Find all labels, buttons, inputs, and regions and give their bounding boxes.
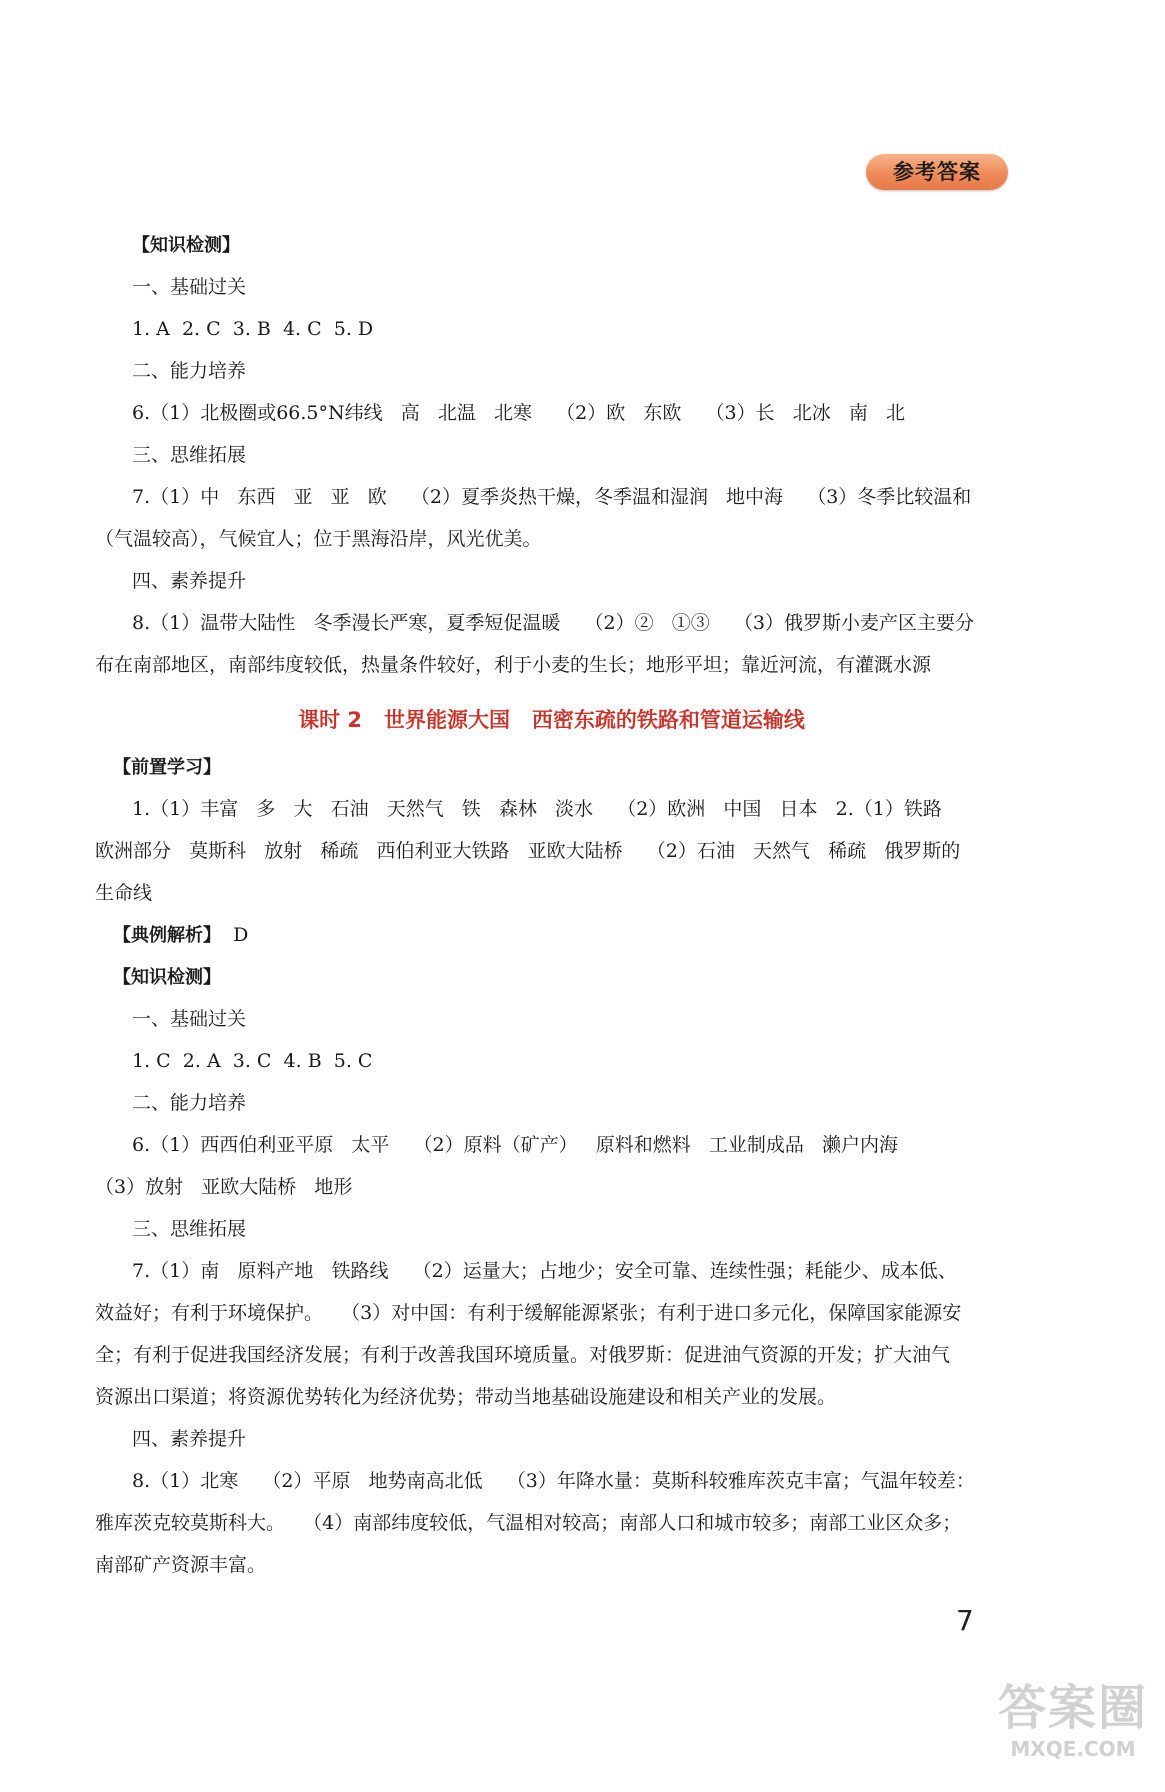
reference-answers-badge: 参考答案 — [866, 154, 1008, 190]
example-answer: D — [233, 924, 249, 946]
part-literacy-title: 四、素养提升 — [132, 570, 247, 592]
part-basic-answers: 1. A 2. C 3. B 4. C 5. D — [132, 318, 374, 340]
question-7-answer-2-line-1: 7.（1）南 原料产地 铁路线 （2）运量大；占地少；安全可靠、连续性强；耗能少、成本低、 — [132, 1260, 957, 1282]
answer-content — [95, 224, 1008, 1586]
question-6-answer: 6.（1）北极圈或66.5°N纬线 高 北温 北寒 （2）欧 东欧 （3）长 北冰 南 北 — [132, 402, 905, 424]
part-ability-title: 二、能力培养 — [132, 360, 247, 382]
part-literacy-title-2: 四、素养提升 — [132, 1428, 247, 1450]
part-basic-title-2: 一、基础过关 — [132, 1008, 247, 1030]
example-analysis: 【典例解析】 D — [113, 924, 249, 946]
preview-answer-line-1: 1.（1）丰富 多 大 石油 天然气 铁 森林 淡水 （2）欧洲 中国 日本 2.（1）铁路 — [132, 798, 942, 820]
question-6-answer-2-line-1: 6.（1）西西伯利亚平原 太平 （2）原料（矿产） 原料和燃料 工业制成品 濑户内海 — [132, 1134, 898, 1156]
watermark-logo — [988, 1680, 1158, 1780]
part-thinking-title-2: 三、思维拓展 — [132, 1218, 247, 1240]
question-7-answer-line-2: （气温较高），气候宜人；位于黑海沿岸，风光优美。 — [95, 528, 542, 550]
question-6-answer-2-line-2: （3）放射 亚欧大陆桥 地形 — [95, 1176, 353, 1198]
lesson-2-title: 课时 2 世界能源大国 西密东疏的铁路和管道运输线 — [298, 708, 805, 732]
question-7-answer-2-line-4: 资源出口渠道；将资源优势转化为经济优势；带动当地基础设施建设和相关产业的发展。 — [95, 1386, 837, 1408]
page-number: 7 — [956, 1604, 974, 1637]
preview-answer-line-3: 生命线 — [95, 882, 153, 904]
preview-study-heading: 【前置学习】 — [113, 757, 221, 778]
question-8-answer-line-2: 布在南部地区，南部纬度较低，热量条件较好，利于小麦的生长；地形平坦；靠近河流，有灌溉水源 — [95, 654, 932, 676]
question-8-answer-2-line-1: 8.（1）北寒 （2）平原 地势南高北低 （3）年降水量：莫斯科较雅库茨克丰富；气温年较差： — [132, 1470, 975, 1492]
question-7-answer-2-line-2: 效益好；有利于环境保护。 （3）对中国：有利于缓解能源紧张；有利于进口多元化，保障国家能源安 — [95, 1302, 962, 1324]
question-8-answer-line-1: 8.（1）温带大陆性 冬季漫长严寒，夏季短促温暖 （2）② ①③ （3）俄罗斯小麦产区主要分 — [132, 612, 974, 634]
watermark-logo-text: 答案圈 — [997, 1680, 1148, 1736]
knowledge-check-heading: 【知识检测】 — [132, 235, 240, 256]
question-7-answer-line-1: 7.（1）中 东西 亚 亚 欧 （2）夏季炎热干燥，冬季温和湿润 地中海 （3）冬季比较温和 — [132, 486, 972, 508]
preview-answer-line-2: 欧洲部分 莫斯科 放射 稀疏 西伯利亚大铁路 亚欧大陆桥 （2）石油 天然气 稀疏 俄罗斯的 — [95, 840, 961, 862]
part-basic-answers-2: 1. C 2. A 3. C 4. B 5. C — [132, 1050, 373, 1072]
knowledge-check-heading-2: 【知识检测】 — [113, 967, 221, 988]
part-ability-title-2: 二、能力培养 — [132, 1092, 247, 1114]
question-7-answer-2-line-3: 全；有利于促进我国经济发展；有利于改善我国环境质量。对俄罗斯：促进油气资源的开发；扩大油气 — [95, 1344, 951, 1366]
question-8-answer-2-line-2: 雅库茨克较莫斯科大。 （4）南部纬度较低，气温相对较高；南部人口和城市较多；南部工业区众多； — [95, 1512, 962, 1534]
part-thinking-title: 三、思维拓展 — [132, 444, 247, 466]
question-8-answer-2-line-3: 南部矿产资源丰富。 — [95, 1554, 267, 1576]
part-basic-title: 一、基础过关 — [132, 276, 247, 298]
watermark-url: MXQE.COM — [1010, 1737, 1136, 1761]
